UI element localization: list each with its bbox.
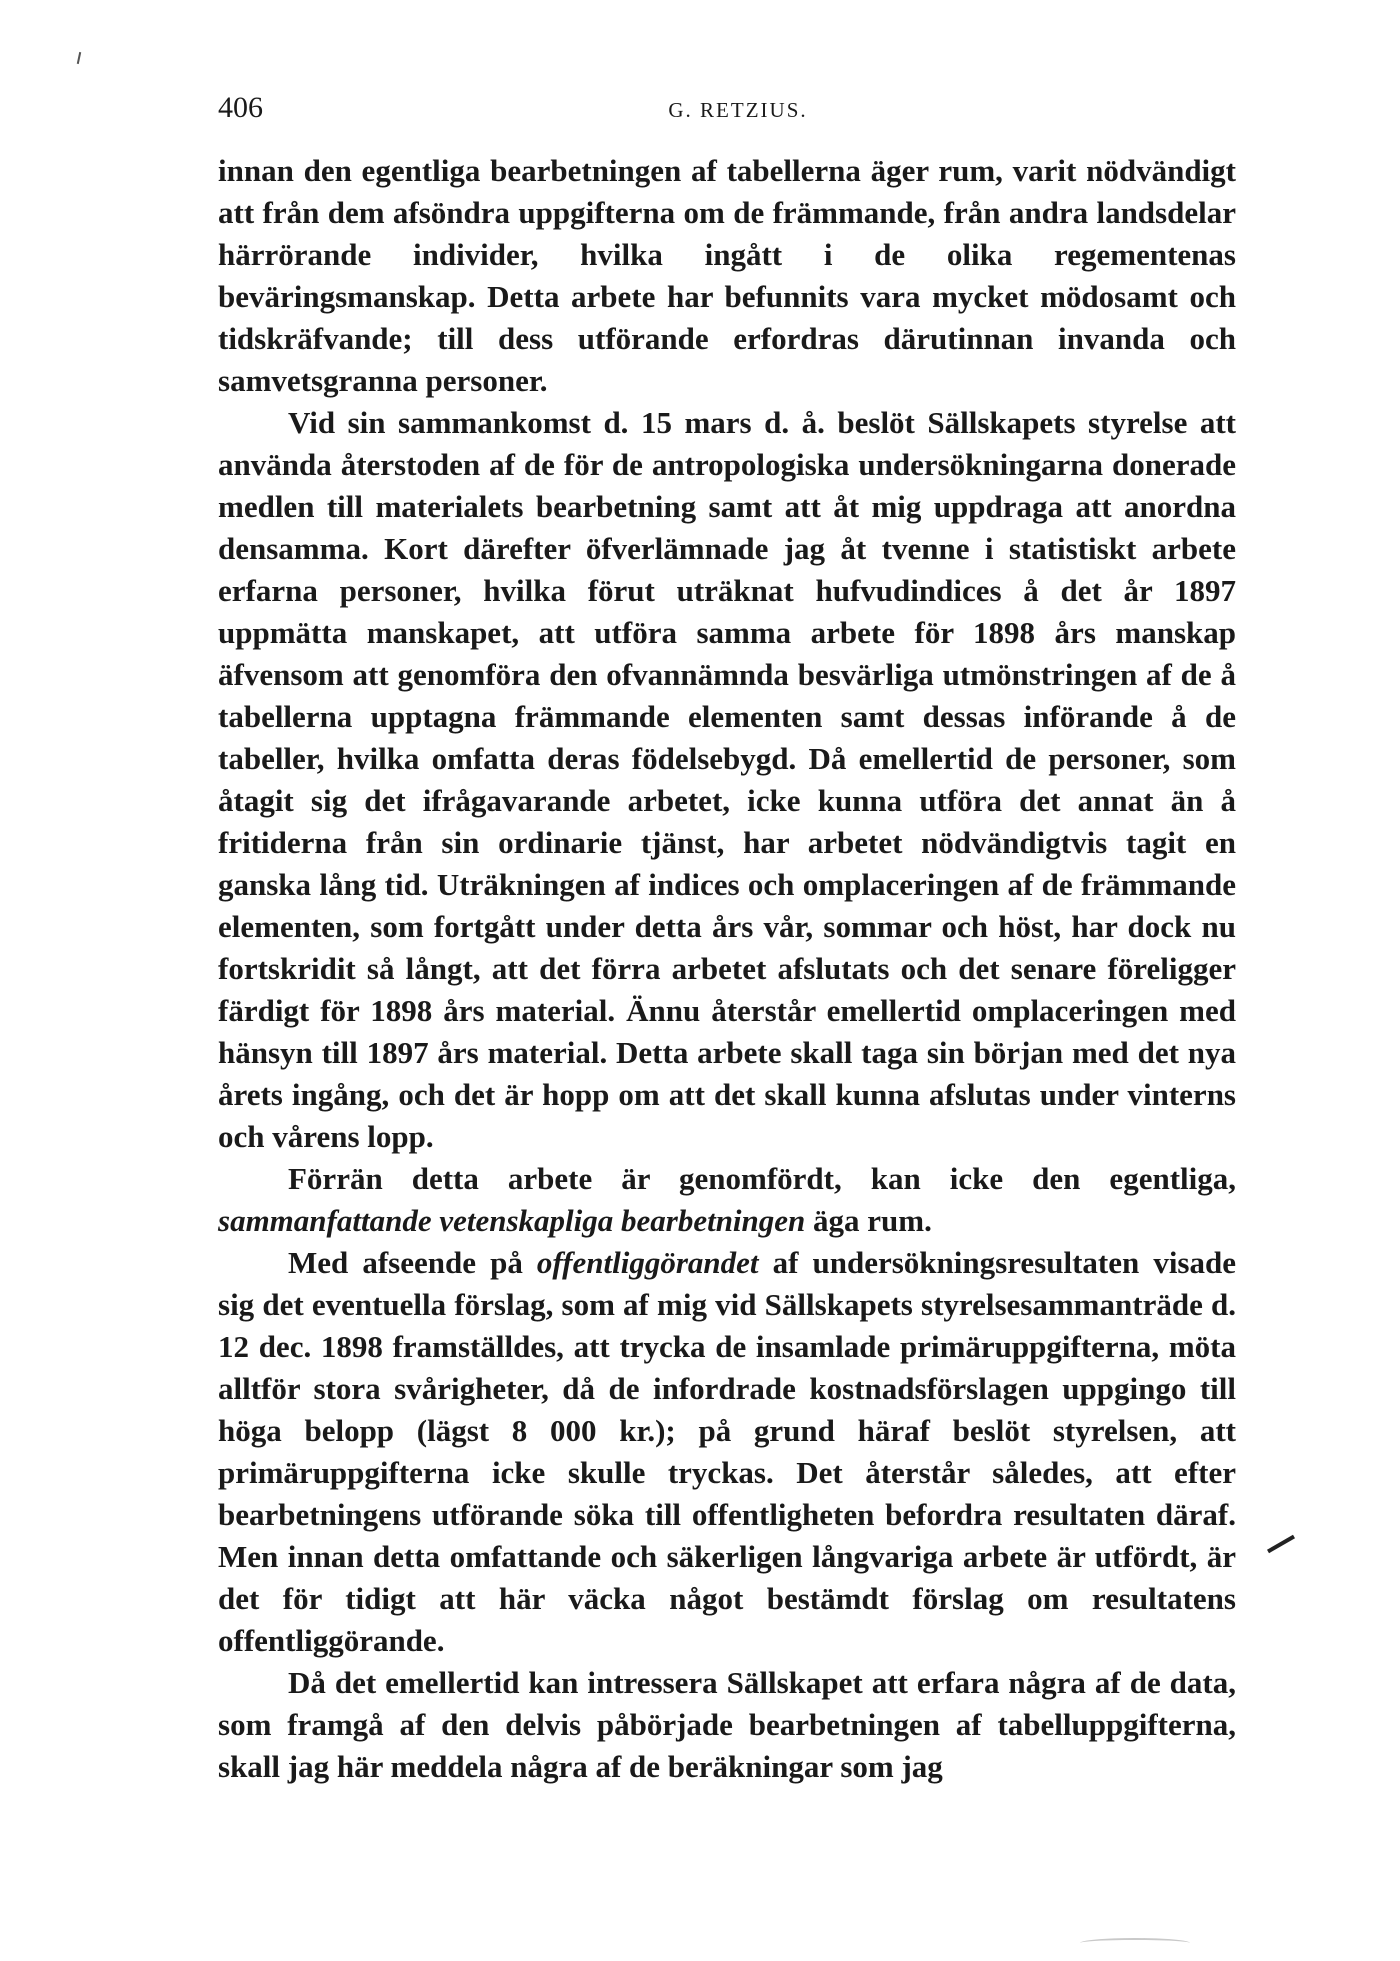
corner-smudge <box>1080 1938 1190 1948</box>
italic-phrase: offentliggörandet <box>536 1245 759 1280</box>
text-segment: innan den egentliga bearbetningen af tabellerna äger rum, varit nödvändigt att från dem afsöndra uppgifterna om de främmande, från andra landsdelar härrörande individer, hvilka ingått i de olika regementenas beväringsmanskap. Detta arbete har befunnits vara mycket mödosamt och tidskräfvande; till dess utförande erfordras därutinnan invanda och samvetsgranna personer. <box>218 153 1236 398</box>
text-segment: af undersökningsresultaten visade sig det eventuella förslag, som af mig vid Sällskapets styrelsesammanträde d. 12 dec. 1898 framställdes, att trycka de insamlade primäruppgifterna, möta alltför stora svårigheter, då de infordrade kostnadsförslagen uppgingo till höga belopp (lägst 8 000 kr.); på grund häraf beslöt styrelsen, att primäruppgifterna icke skulle tryckas. Det återstår således, att efter bearbetningens utförande söka till offentligheten befordra resultaten däraf. Men innan detta omfattande och säkerligen långvariga arbete är utfördt, är det för tidigt att här väcka något bestämdt förslag om resultatens offentliggörande. <box>218 1245 1236 1658</box>
page-header <box>218 88 1258 128</box>
body-text <box>218 150 1236 1788</box>
text-segment: Då det emellertid kan intressera Sällskapet att erfara några af de data, som framgå af den delvis påbörjade bearbetningen af tabelluppgifterna, skall jag här meddela några af de beräkningar som jag <box>218 1665 1236 1784</box>
text-segment: äga rum. <box>805 1203 932 1238</box>
italic-phrase: sammanfattande vetenskapliga bearbetningen <box>218 1203 806 1238</box>
page-number: 406 <box>218 91 263 124</box>
text-segment: Förrän detta arbete är genomfördt, kan icke den egentliga, <box>288 1161 1236 1196</box>
paragraph-p3 <box>218 1158 1236 1242</box>
paragraph-p5 <box>218 1662 1236 1788</box>
text-segment: Med afseende på <box>288 1245 537 1280</box>
margin-tick-mark <box>1267 1535 1295 1553</box>
text-segment: Vid sin sammankomst d. 15 mars d. å. beslöt Sällskapets styrelse att använda återstoden af de för de antropologiska undersökningarna donerade medlen till materialets bearbetning samt att åt mig uppdraga att anordna densamma. Kort därefter öfverlämnade jag åt tvenne i statistiskt arbete erfarna personer, hvilka förut uträknat hufvudindices å det år 1897 uppmätta manskapet, att utföra samma arbete för 1898 års manskap äfvensom att genomföra den ofvannämnda besvärliga utmönstringen af de å tabellerna upptagna främmande elementen samt dessas införande å de tabeller, hvilka omfatta deras födelsebygd. Då emellertid de personer, som åtagit sig det ifrågavarande arbetet, icke kunna utföra det annat än å fritiderna från sin ordinarie tjänst, har arbetet nödvändigtvis tagit en ganska lång tid. Uträkningen af indices och omplaceringen af de främmande elementen, som fortgått under detta års vår, sommar och höst, har dock nu fortskridit så långt, att det förra arbetet afslutats och det senare föreligger färdigt för 1898 års material. Ännu återstår emellertid omplaceringen med hänsyn till 1897 års material. Detta arbete skall taga sin början med det nya årets ingång, och det är hopp om att det skall kunna afslutas under vinterns och vårens lopp. <box>218 405 1236 1154</box>
running-head: G. RETZIUS. <box>668 98 808 122</box>
stray-ink-mark <box>77 52 81 64</box>
paragraph-p1 <box>218 150 1236 402</box>
paragraph-p2 <box>218 402 1236 1158</box>
paragraph-p4 <box>218 1242 1236 1662</box>
